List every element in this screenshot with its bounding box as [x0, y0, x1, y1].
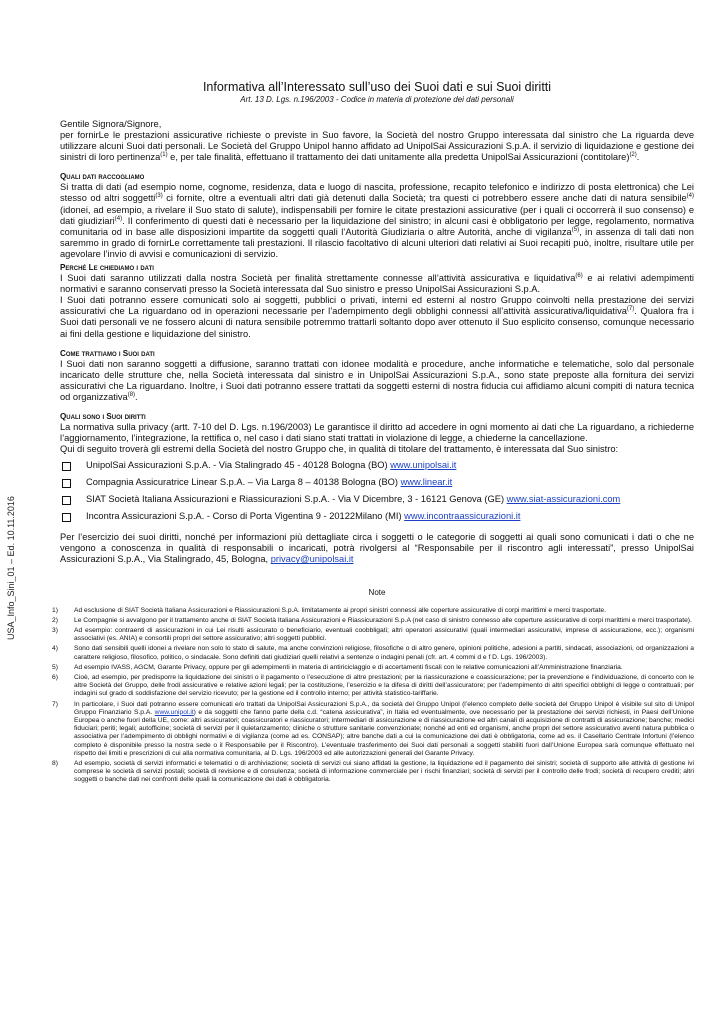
list-item: Incontra Assicurazioni S.p.A. - Corso di Porta Vigentina 9 - 20122Milano (MI) www.incontraassicurazioni.it [60, 511, 694, 522]
unipol-website-link[interactable]: www.unipol.it [154, 708, 194, 716]
section-heading-how: Come trattiamo i Suoi dati [60, 348, 155, 358]
note-item: 5) Ad esempio IVASS, AGCM, Garante Privacy, oppure per gli adempimenti in materia di antiriciclaggio e di accertamenti fiscali con le relative comunicazioni all’Amministrazione finanziaria. [52, 663, 623, 671]
note-item: 6) Cioè, ad esempio, per predisporre la liquidazione dei sinistri o il pagamento o l’esecuzione di altre prestazioni; per la riassicurazione e coassicurazione; per la prevenzione e l’individuazione, di concerto con le altre Società del Gruppo, delle frodi assicurative e relative azioni legali; per la costituzione, l’esercizio e la difesa di diritti dell’assicuratore; per l’adempimento di altri specifici obblighi di legge o contrattuali; per indagini sul grado di soddisfazione del servizio ricevuto; per la gestione ed il controllo interno; per attività statistico-tariffarie. [52, 673, 694, 698]
section-heading-data: Quali dati raccogliamo [60, 172, 145, 182]
note-item: 3) Ad esempio: contraenti di assicurazioni in cui Lei risulti assicurato o beneficiario, eventuali coobbligati; altri operatori assicurativi (quali intermediari assicurativi, imprese di assicurazione, ecc.); organismi associativi (es. ANIA) e consortili propri del settore assicurativo; altri soggetti pubblici. [52, 626, 694, 643]
document-title: Informativa all’Interessato sull’uso dei Suoi dati e sui Suoi diritti [202, 80, 552, 94]
note-item: 7) In particolare, i Suoi dati potranno essere comunicati e/o trattati da UnipolSai Assicurazioni S.p.A., da società del Gruppo Unipol (l’elenco completo delle società del Gruppo Unipol è visibile sul sito di Unipol Gruppo Finanziario S.p.A. www.unipol.it) e da soggetti che fanno parte della c.d. “catena assicurativa”, in Italia ed eventualmente, ove necessario per la prestazione dei servizi richiesti, in Paesi dell’Unione Europea o anche fuori della UE, come: altri assicuratori; coassicuratori e riassicuratori; intermediari di assicurazione e di riassicurazione ed altri canali di acquisizione di contratti di assicurazione; banche; medici fiduciari; periti; legali; autofficine; società di servizi per il quietanzamento; cliniche o strutture sanitarie convenzionate; nonché ad enti ed organismi, anche propri del settore assicurativo aventi natura pubblica o associativa per l’adempimento di obblighi normativi e di vigilanza (come ad es. CONSAP); altre banche dati a cui la comunicazione dei dati è obbligatoria, come ad es. il Casellario Centrale Infortuni (l’elenco completo è disponibile presso la nostra sede o il Responsabile per il Riscontro). L’eventuale trasferimento dei Suoi dati personali a soggetti stabiliti fuori dall’Unione Europea sarà comunque effettuato nel rispetto dei limiti e prescrizioni di cui alla normativa comunitaria, al D. Lgs. 196/2003 ed alle autorizzazioni generali del Garante Privacy. [52, 700, 694, 757]
section-heading-rights: Quali sono i Suoi diritti [60, 411, 146, 421]
intro-paragraph: per fornirLe le prestazioni assicurative richieste o previste in Suo favore, la Società del nostro Gruppo interessata dal sinistro che La riguarda deve utilizzare alcuni Suoi dati personali. Le Società del Gruppo Unipol hanno affidato ad UnipolSai Assicurazioni S.p.A. il servizio di liquidazione e gestione dei sinistri di loro pertinenza$^{(1)}$ e, per tale finalità, effettuano il trattamento dei dati unitamente alla predetta UnipolSai Assicurazioni (contitolare)$^{(2)}$. [60, 130, 694, 163]
note-item: 8) Ad esempio, società di servizi informatici e telematici o di archiviazione; società di servizi cui siano affidati la gestione, la liquidazione ed il pagamento dei sinistri; società di supporto alle attività di gestione ivi comprese le società di servizi postali; società di revisione e di consulenza; società di informazione commerciale per i rischi finanziari; società di servizi per il controllo delle frodi; società di recupero crediti; altri soggetti o banche dati nei confronti delle quali la comunicazione dei dati è obbligatoria. [52, 759, 694, 784]
company-website-link[interactable]: www.incontraassicurazioni.it [404, 511, 521, 522]
section-rights-paragraph-1: La normativa sulla privacy (artt. 7-10 del D. Lgs. n.196/2003) Le garantisce il diritto ad accedere in ogni momento ai dati che La riguardano, a richiederne l’aggiornamento, l’integrazione, la rettifica o, nel caso i dati siano stati trattati in violazione di legge, a chiederne la cancellazione. [60, 421, 694, 444]
checkbox-icon [62, 496, 71, 505]
privacy-email-link[interactable]: privacy@unipolsai.it [270, 554, 354, 565]
company-website-link[interactable]: www.unipolsai.it [390, 460, 457, 471]
greeting: Gentile Signora/Signore, [60, 119, 162, 129]
closing-paragraph: Per l’esercizio dei suoi diritti, nonché per informazioni più dettagliate circa i soggetti o le categorie di soggetti ai quali sono comunicati i dati o che ne vengono a conoscenza in qualità di responsabili o incaricati, potrà rivolgersi al “Responsabile per il riscontro agli interessati”, presso UnipolSai Assicurazioni S.p.A., Via Stalingrado, 45, Bologna, privacy@unipolsai.it [60, 532, 694, 565]
checkbox-icon [62, 462, 71, 471]
list-item: UnipolSai Assicurazioni S.p.A. - Via Stalingrado 45 - 40128 Bologna (BO) www.unipolsai.it [60, 460, 694, 471]
list-item: Compagnia Assicuratrice Linear S.p.A. – Via Larga 8 – 40138 Bologna (BO) www.linear.it [60, 477, 694, 488]
companies-list [60, 460, 694, 522]
section-how-paragraph: I Suoi dati non saranno soggetti a diffusione, saranno trattati con idonee modalità e procedure, anche informatiche e telematiche, solo dal personale incaricato delle strutture che, nella Società interessata dal sinistro e in UnipolSai Assicurazioni S.p.A., sono state preposte alla fornitura dei servizi assicurativi che La riguardano. Inoltre, i Suoi dati potranno essere trattati da soggetti esterni di nostra fiducia cui affidiamo alcuni compiti di natura tecnica od organizzativa$^{(8)}$. [60, 358, 694, 402]
section-data-paragraph: Si tratta di dati (ad esempio nome, cognome, residenza, data e luogo di nascita, professione, recapito telefonico e indirizzo di posta elettronica) che Lei stesso od altri soggetti$^{(3)}$ ci fornite, oltre a eventuali altri dati già detenuti dalla Società; tra questi ci potrebbero essere anche dati di natura sensibile$^{(4)}$ (idonei, ad esempio, a rivelare il Suo stato di salute), indispensabili per fornire le citate prestazioni assicurative (per i quali ci occorrerà il suo consenso) e dati giudiziari$^{(4)}$. Il conferimento di questi dati è necessario per la liquidazione del sinistro; in alcuni casi è obbligatorio per legge, regolamento, normativa comunitaria od in base alle disposizioni impartite da soggetti quali l’Autorità Giudiziaria o altre Autorità, anche di vigilanza$^{(5)}$, in assenza di tali dati non saremmo in grado di fornirLe correttamente tali prestazioni. Il rilascio facoltativo di alcuni ulteriori dati relativi ai Suoi recapiti può, inoltre, risultare utile per agevolare l’invio di avvisi e comunicazioni di servizio. [60, 182, 694, 259]
document-code: USA_Info_Sini_01 – Ed. 10.11.2016 [6, 496, 16, 640]
checkbox-icon [62, 513, 71, 522]
section-why-paragraph-1: I Suoi dati saranno utilizzati dalla nostra Società per finalità strettamente connesse all’attività assicurativa e liquidativa$^{(6)}$ e ai relativi adempimenti normativi e saranno conservati presso la Società interessata dal Suo sinistro e presso UnipolSai Assicurazioni S.p.A. [60, 272, 694, 295]
list-item: SIAT Società Italiana Assicurazioni e Riassicurazioni S.p.A. - Via V Dicembre, 3 - 16121 Genova (GE) www.siat-assicurazioni.com [60, 494, 694, 505]
section-heading-why: Perché Le chiediamo i dati [60, 263, 154, 273]
notes-list [52, 606, 694, 785]
note-item: 4) Sono dati sensibili quelli idonei a rivelare non solo lo stato di salute, ma anche convinzioni religiose, filosofiche o di altro genere, opinioni politiche, adesioni a partiti, sindacati, associazioni, od organizzazioni a carattere religioso, filosofico, politico, o sindacale. Sono definiti dati giudiziari quelli relativi a sentenze o indagini penali (cfr. art. 4 commi d e f D. Lgs. 196/2003). [52, 645, 694, 661]
company-website-link[interactable]: www.siat-assicurazioni.com [506, 494, 621, 505]
note-item: 1) Ad esclusione di SIAT Società Italiana Assicurazioni e Riassicurazioni S.p.A. limitatamente ai propri sinistri connessi alle coperture assicurative di corpi marittimi e merci trasportate. [52, 606, 607, 614]
checkbox-icon [62, 479, 71, 488]
document-page [52, 80, 695, 787]
section-rights-paragraph-2: Qui di seguito troverà gli estremi della Società del nostro Gruppo che, in qualità di titolare del trattamento, è interessata dal Suo sinistro: [60, 444, 619, 455]
document-subtitle: Art. 13 D. Lgs. n.196/2003 - Codice in materia di protezione dei dati personali [240, 95, 514, 104]
company-website-link[interactable]: www.linear.it [400, 477, 453, 488]
section-why-paragraph-2: I Suoi dati potranno essere comunicati solo ai soggetti, pubblici o privati, interni ed esterni al nostro Gruppo coinvolti nella prestazione dei servizi assicurativi che La riguardano od in operazioni necessarie per l’adempimento degli obblighi connessi all’attività assicurativa/liquidativa$^{(7)}$. Qualora fra i Suoi dati personali ve ne fossero alcuni di natura sensibile potremmo trattarli soltanto dopo aver ottenuto il Suo esplicito consenso, comunque necessario ai fini della gestione e liquidazione del sinistro. [60, 295, 695, 339]
notes-title: Note [368, 587, 386, 597]
note-item: 2) Le Compagnie si avvalgono per il trattamento anche di SIAT Società Italiana Assicurazioni e Riassicurazioni S.p.A (nel caso di sinistro connesso alle coperture assicurative di corpi marittimi e merci trasportate). [52, 616, 692, 624]
